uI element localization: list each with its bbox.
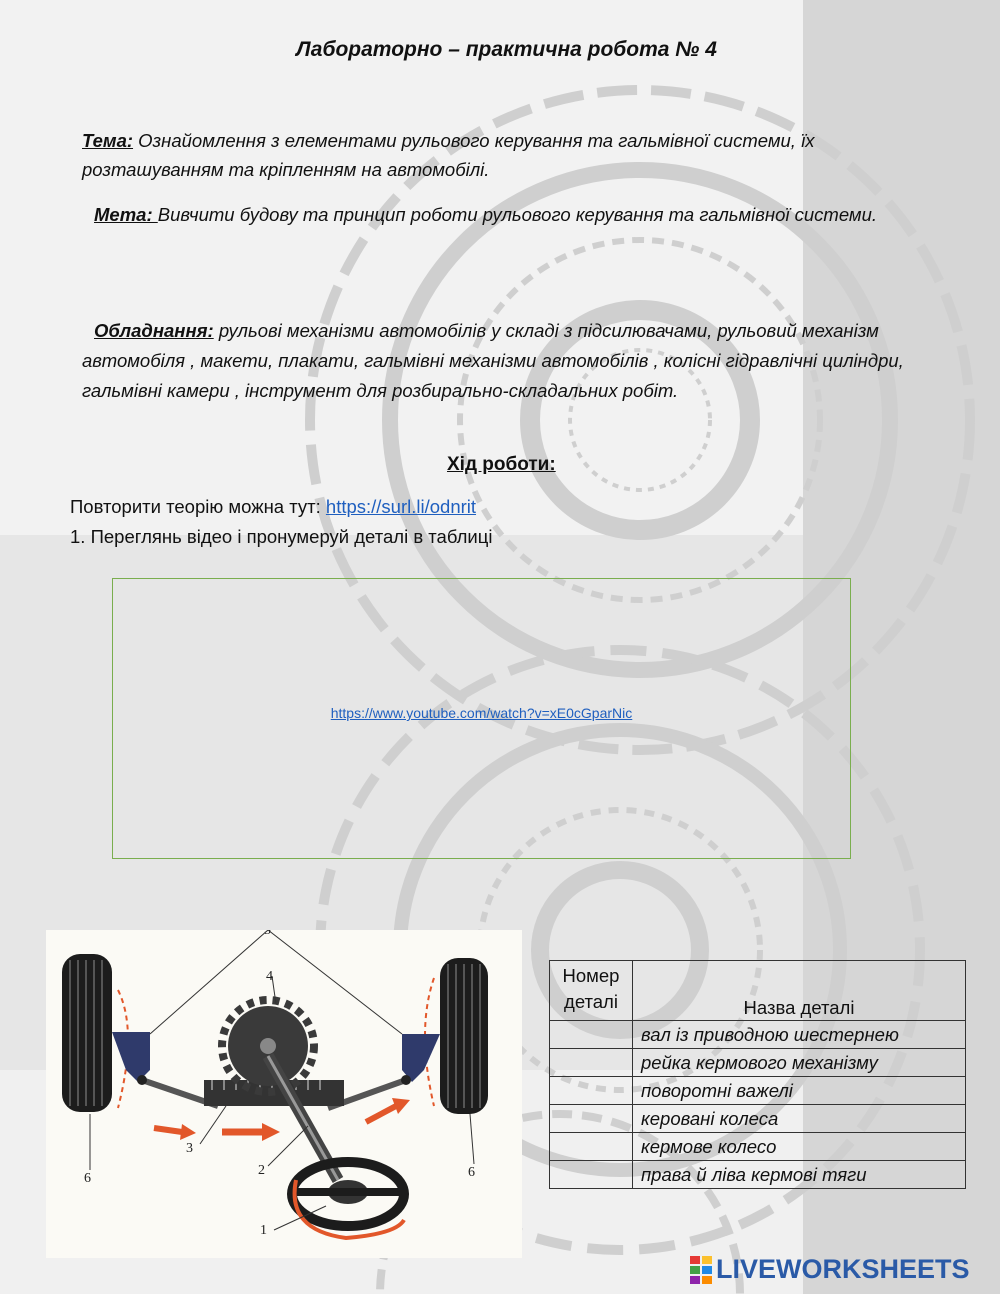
parts-table — [549, 960, 966, 1189]
page-title: Лабораторно – практична робота № 4 — [296, 38, 717, 61]
part-number-input[interactable] — [550, 1021, 633, 1049]
part-number-input[interactable] — [550, 1133, 633, 1161]
liveworksheets-brand — [690, 1254, 970, 1285]
diagram-label-1: 1 — [260, 1223, 267, 1238]
table-row — [550, 1161, 966, 1189]
part-name: права й ліва кермові тяги — [633, 1161, 966, 1189]
goal-paragraph — [82, 200, 932, 229]
part-name: кермове колесо — [633, 1133, 966, 1161]
theory-link[interactable]: https://surl.li/odnrit — [325, 496, 477, 517]
equipment-text: рульові механізми автомобілів у складі з підсилювачами, рульовий механізм автомобіля , макети, плакати, гальмівні механізми автомобілів , колісні гідравлічні циліндри, гальмівні камери , інструмент для розбирально-складальних робіт. — [82, 320, 904, 401]
goal-label: Мета: — [94, 204, 158, 225]
diagram-label-3: 3 — [186, 1141, 193, 1156]
part-number-input[interactable] — [550, 1105, 633, 1133]
topic-text: Ознайомлення з елементами рульового керування та гальмівної системи, їх розташуванням та кріпленням на автомобілі. — [82, 130, 815, 180]
diagram-label-5: 5 — [264, 930, 271, 938]
diagram-label-4: 4 — [266, 969, 273, 984]
topic-paragraph — [82, 126, 932, 184]
part-number-input[interactable] — [550, 1161, 633, 1189]
diagram-label-6-right: 6 — [468, 1165, 475, 1180]
topic-label: Тема: — [82, 130, 134, 151]
liveworksheets-logo-icon — [690, 1256, 712, 1284]
part-number-input[interactable] — [550, 1077, 633, 1105]
brand-name: LIVEWORKSHEETS — [716, 1254, 970, 1284]
table-row — [550, 1049, 966, 1077]
table-row — [550, 1021, 966, 1049]
equipment-paragraph — [82, 316, 932, 406]
header-part-number: Номер деталі — [550, 961, 633, 1021]
video-embed-box[interactable] — [112, 578, 851, 859]
diagram-label-6-left: 6 — [84, 1171, 91, 1186]
diagram-label-2: 2 — [258, 1163, 265, 1178]
table-header-row — [550, 961, 966, 1021]
part-name: керовані колеса — [633, 1105, 966, 1133]
part-number-input[interactable] — [550, 1049, 633, 1077]
equipment-label: Обладнання: — [94, 320, 214, 341]
review-text: Повторити теорію можна тут: — [70, 496, 326, 517]
table-row — [550, 1133, 966, 1161]
video-link[interactable]: https://www.youtube.com/watch?v=xE0cGparNic — [330, 705, 633, 721]
part-name: вал із приводною шестернею — [633, 1021, 966, 1049]
task-1-text: 1. Переглянь відео і пронумеруй деталі в таблиці — [70, 526, 493, 547]
steering-diagram — [46, 930, 522, 1258]
part-name: поворотні важелі — [633, 1077, 966, 1105]
part-name: рейка кермового механізму — [633, 1049, 966, 1077]
review-line — [70, 496, 476, 518]
header-part-name: Назва деталі — [633, 961, 966, 1021]
table-row — [550, 1077, 966, 1105]
table-row — [550, 1105, 966, 1133]
goal-text: Вивчити будову та принцип роботи рульового керування та гальмівної системи. — [157, 204, 878, 225]
work-heading: Хід роботи: — [447, 454, 556, 475]
steering-mechanism-illustration — [46, 930, 522, 1258]
